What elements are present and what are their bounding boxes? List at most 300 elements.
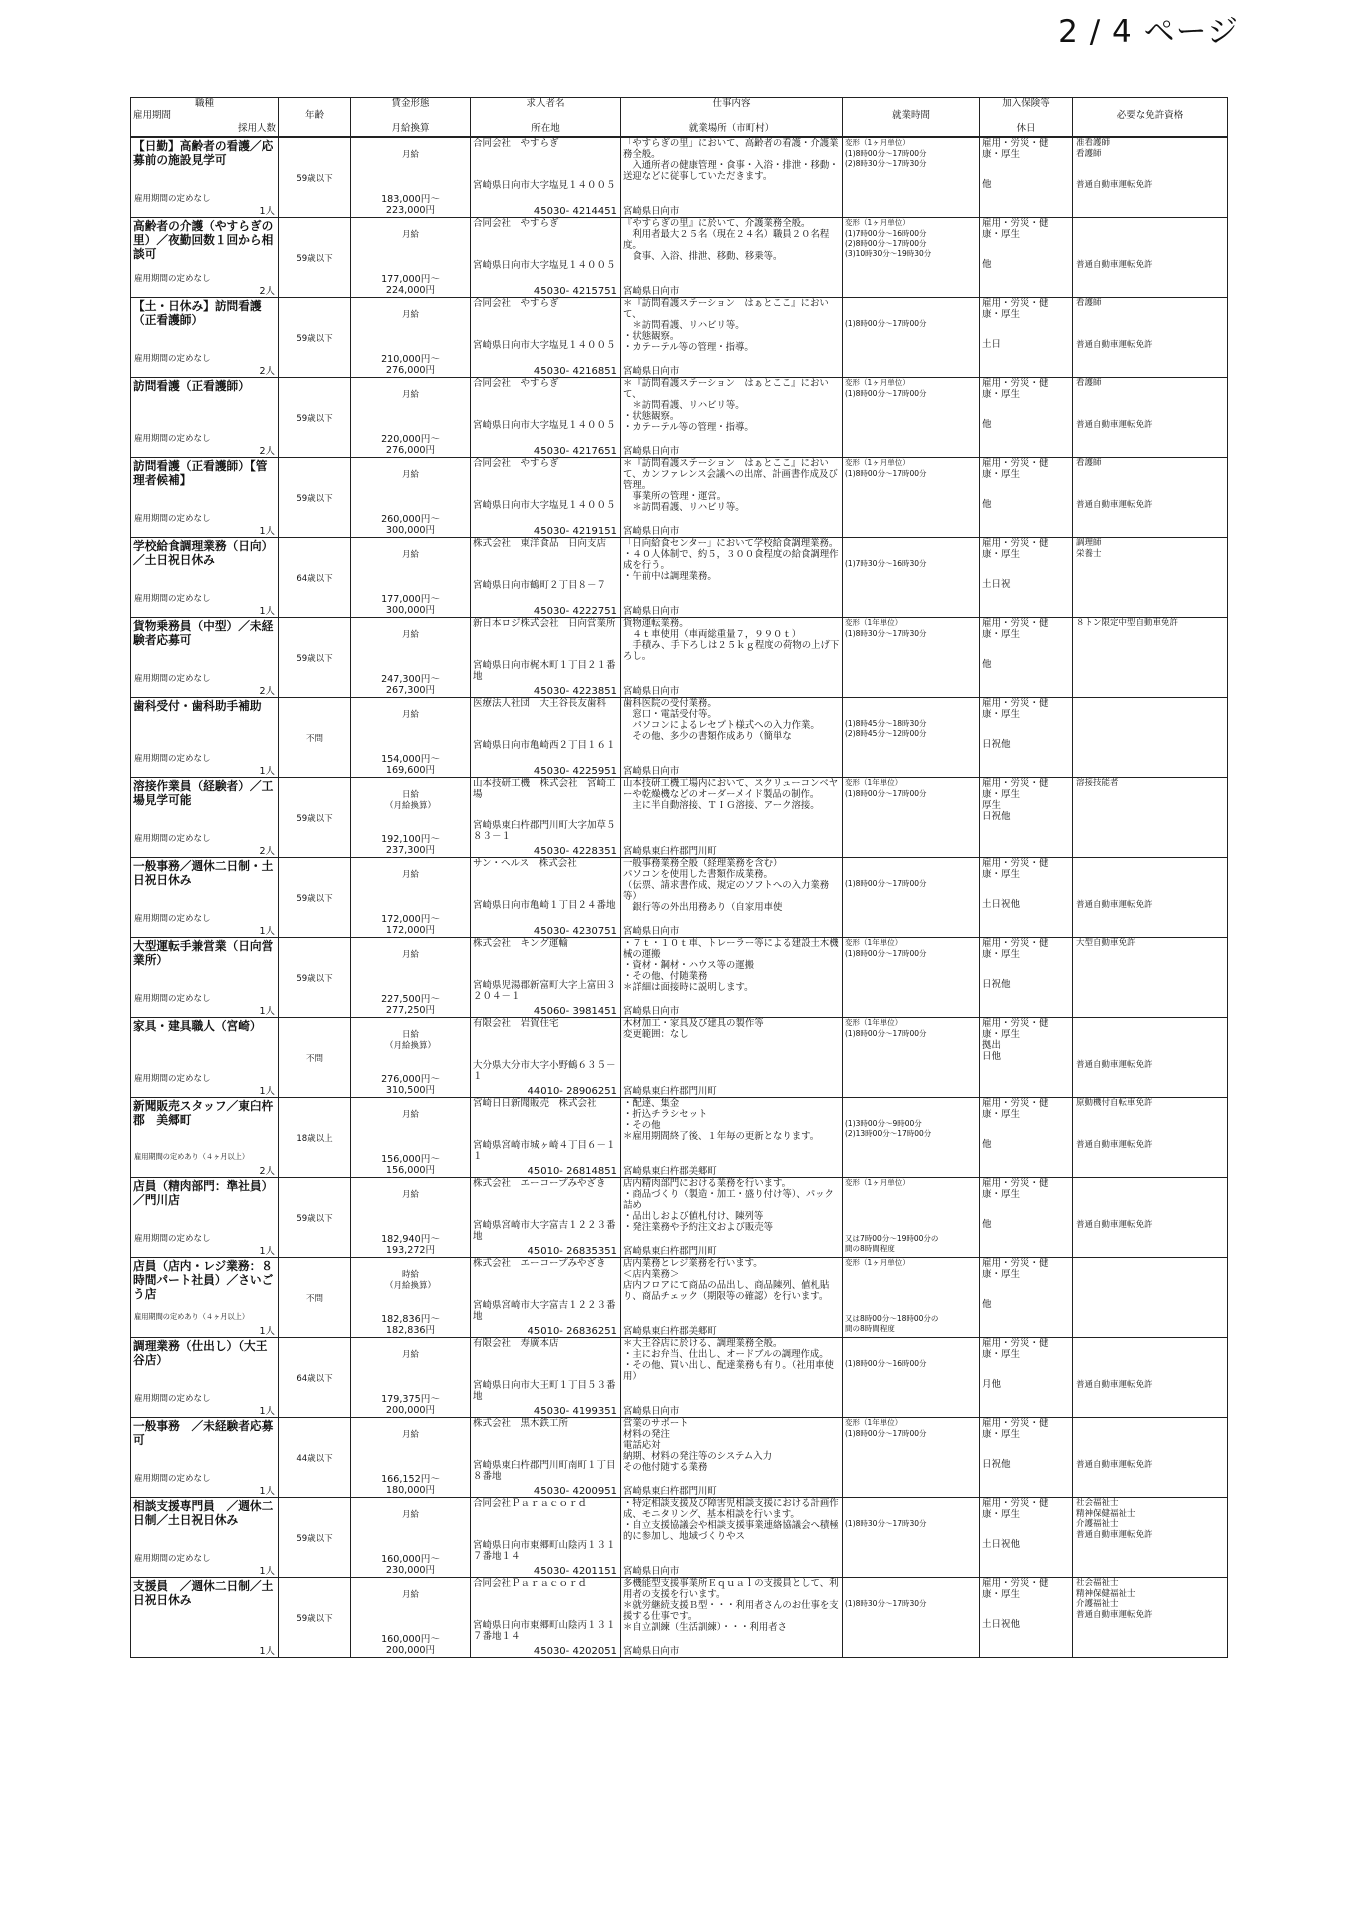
- shift-times: (1)8時30分～17時30分: [845, 629, 927, 638]
- work-description: ＊『訪問看護ステーション はぁとここ』において、カンファレンス会議への出席、計画書作成及び管理。 事業所の管理・運営。 ＊訪問看護、リハビリ等。: [623, 458, 838, 513]
- wage-type: 日給 （月給換算）: [384, 790, 436, 811]
- employer-address: 宮崎県日向市大字塩見１４００５: [473, 260, 616, 271]
- age-limit: 59歳以下: [296, 973, 333, 984]
- wage-type: 月給: [401, 1430, 419, 1440]
- wage-cell: [351, 1098, 471, 1178]
- header-period-label: 雇用期間: [133, 110, 172, 121]
- shift-note: 又は8時00分～18時00分の 間の8時間程度: [845, 1314, 939, 1333]
- header-hires-label: 採用人数: [237, 123, 276, 134]
- hours-cell: [843, 618, 980, 698]
- employer-name: 合同会社 やすらぎ: [473, 378, 559, 389]
- hours-cell: [843, 698, 980, 778]
- insurance-cell: [980, 1018, 1073, 1098]
- holidays: 他: [982, 499, 992, 510]
- employer-cell: [471, 1018, 621, 1098]
- job-number: 45030- 4216851: [533, 365, 617, 377]
- wage-cell: [351, 1258, 471, 1338]
- insurance-cell: [980, 1098, 1073, 1178]
- job-cell: [131, 1098, 279, 1178]
- employment-period: 雇用期間の定めなし: [134, 754, 211, 764]
- license-primary: 看護師: [1076, 298, 1102, 308]
- employment-period: 雇用期間の定めなし: [134, 434, 211, 444]
- insurance: 雇用・労災・健 康・厚生: [982, 698, 1049, 720]
- employer-name: 合同会社 やすらぎ: [473, 298, 559, 309]
- employment-period: 雇用期間の定めなし: [134, 514, 211, 524]
- hours-cell: [843, 1498, 980, 1578]
- header-holidays-label: 休日: [1016, 123, 1036, 134]
- insurance-cell: [980, 698, 1073, 778]
- license-cell: [1073, 1578, 1228, 1658]
- employer-cell: [471, 1338, 621, 1418]
- work-place: 宮崎県日向市: [623, 1566, 680, 1577]
- wage-type: 月給: [401, 630, 419, 640]
- license-cell: [1073, 618, 1228, 698]
- work-place: 宮崎県日向市: [623, 686, 680, 697]
- wage-range: 260,000円～ 300,000円: [381, 514, 440, 536]
- work-place: 宮崎県日向市: [623, 1006, 680, 1017]
- wage-range: 220,000円～ 276,000円: [381, 434, 440, 456]
- employer-name: 株式会社 エーコープみやざき: [473, 1178, 606, 1189]
- employer-name: 合同会社Ｐａｒａｃｏｒｄ: [473, 1578, 588, 1589]
- insurance-cell: [980, 1338, 1073, 1418]
- insurance-cell: [980, 858, 1073, 938]
- work-cell: [621, 1578, 843, 1658]
- header-hours-label: 就業時間: [891, 110, 930, 121]
- table-row: [131, 137, 1228, 218]
- job-number: 45030- 4219151: [533, 525, 617, 537]
- employment-period: 雇用期間の定めなし: [134, 274, 211, 284]
- hours-cell: [843, 378, 980, 458]
- employment-period: 雇用期間の定めあり（４ヶ月以上）: [134, 1152, 250, 1161]
- shift-type: 変形（1年単位）: [845, 1418, 903, 1427]
- insurance-cell: [980, 938, 1073, 1018]
- insurance-cell: [980, 1178, 1073, 1258]
- employment-period: 雇用期間の定めあり（４ヶ月以上）: [134, 1312, 250, 1321]
- shift-type: 変形（1年単位）: [845, 1018, 903, 1027]
- employment-period: 雇用期間の定めなし: [134, 1394, 211, 1404]
- age-cell: [279, 1258, 351, 1338]
- insurance: 雇用・労災・健 康・厚生: [982, 458, 1049, 480]
- holidays: 他: [982, 179, 992, 190]
- work-place: 宮崎県日向市: [623, 526, 680, 537]
- employer-cell: [471, 778, 621, 858]
- employer-address: 宮崎県宮崎市大字富吉１２２３番地: [473, 1300, 616, 1323]
- insurance: 雇用・労災・健 康・厚生: [982, 1578, 1049, 1600]
- employer-address: 宮崎県東臼杵郡門川町大字加草５８３－１: [473, 820, 616, 843]
- holidays: 日祝他: [982, 1459, 1011, 1470]
- license-cell: [1073, 298, 1228, 378]
- age-limit: 59歳以下: [296, 1533, 333, 1544]
- job-title: 一般事務 ／未経験者応募可: [133, 1419, 274, 1447]
- license-cell: [1073, 1258, 1228, 1338]
- license-primary: ８トン限定中型自動車免許: [1076, 618, 1179, 628]
- wage-range: 166,152円～ 180,000円: [381, 1474, 440, 1496]
- wage-range: 160,000円～ 200,000円: [381, 1634, 440, 1656]
- wage-cell: [351, 137, 471, 218]
- holidays: 土日祝他: [982, 1619, 1021, 1630]
- insurance: 雇用・労災・健 康・厚生: [982, 218, 1049, 240]
- header-employer: [471, 98, 621, 138]
- holidays: 他: [982, 1139, 992, 1150]
- job-number: 45030- 4199351: [533, 1405, 617, 1417]
- license-cell: [1073, 218, 1228, 298]
- work-description: 営業のサポート 材料の発注 電話応対 納期、材料の発注等のシステム入力 その他付随する業務: [623, 1418, 773, 1473]
- job-number: 45030- 4228351: [533, 845, 617, 857]
- insurance: 雇用・労災・健 康・厚生: [982, 618, 1049, 640]
- work-cell: [621, 137, 843, 218]
- hours-cell: [843, 1258, 980, 1338]
- hires-count: 2人: [259, 446, 275, 457]
- table-row: [131, 858, 1228, 938]
- employer-address: 宮崎県日向市東郷町山陰丙１３１７番地１４: [473, 1620, 616, 1643]
- work-description: ・特定相談支援及び障害児相談支援における計画作成、モニタリング、基本相談を行います。 ・自立支援協議会や相談支援事業連絡協議会へ積極的に参加し、地域づくりやス: [623, 1498, 839, 1542]
- hours-cell: [843, 858, 980, 938]
- work-description: 多機能型支援事業所Ｅｑｕａｌの支援員として、利用者の支援を行います。 ＊就労継続支援Ｂ型・・・利用者さんのお仕事を支援する仕事です。 ＊自立訓練（生活訓練）・・・利用者さ: [623, 1578, 839, 1633]
- license-cell: [1073, 458, 1228, 538]
- insurance: 雇用・労災・健 康・厚生: [982, 138, 1049, 160]
- holidays: 他: [982, 1299, 992, 1310]
- job-title: 相談支援専門員 ／週休二日制／土日祝日休み: [133, 1499, 274, 1527]
- hires-count: 1人: [259, 926, 275, 937]
- table-row: [131, 1178, 1228, 1258]
- job-cell: [131, 298, 279, 378]
- license-secondary: 普通自動車運転免許: [1076, 900, 1153, 910]
- age-limit: 59歳以下: [296, 253, 333, 264]
- employer-address: 宮崎県児湯郡新富町大字上富田３２０４－１: [473, 980, 616, 1003]
- insurance: 雇用・労災・健 康・厚生: [982, 1498, 1049, 1520]
- employer-address: 宮崎県日向市大王町１丁目５３番地: [473, 1380, 616, 1403]
- job-number: 45030- 4201151: [533, 1565, 617, 1577]
- insurance: 雇用・労災・健 康・厚生: [982, 298, 1049, 320]
- job-title: 新聞販売スタッフ／東臼杵郡 美郷町: [133, 1099, 274, 1127]
- holidays: 日祝他: [982, 739, 1011, 750]
- job-title: 家具・建具職人（宮崎）: [133, 1019, 262, 1033]
- employment-period: 雇用期間の定めなし: [134, 194, 211, 204]
- table-row: [131, 1578, 1228, 1658]
- insurance: 雇用・労災・健 康・厚生: [982, 858, 1049, 880]
- age-cell: [279, 378, 351, 458]
- header-wage: [351, 98, 471, 138]
- employer-cell: [471, 298, 621, 378]
- job-title: 溶接作業員（経験者）／工場見学可能: [133, 779, 274, 807]
- wage-range: 182,836円～ 182,836円: [381, 1314, 440, 1336]
- job-title: 【土・日休み】訪問看護（正看護師）: [133, 299, 262, 327]
- work-cell: [621, 778, 843, 858]
- holidays: 日祝他: [982, 979, 1011, 990]
- job-number: 45030- 4202051: [533, 1645, 617, 1657]
- wage-type: 月給: [401, 1350, 419, 1360]
- employer-address: 宮崎県日向市東郷町山陰丙１３１７番地１４: [473, 1540, 616, 1563]
- insurance: 雇用・労災・健 康・厚生: [982, 1178, 1049, 1200]
- work-place: 宮崎県東臼杵郡門川町: [623, 846, 717, 857]
- age-limit: 不問: [305, 1293, 323, 1304]
- holidays: 土日祝他: [982, 899, 1021, 910]
- job-number: 45010- 26835351: [527, 1245, 617, 1257]
- job-title: 訪問看護（正看護師）【管理者候補】: [133, 459, 268, 487]
- holidays: 他: [982, 659, 992, 670]
- employer-cell: [471, 698, 621, 778]
- wage-type: 月給: [401, 1190, 419, 1200]
- work-description: ＊『訪問看護ステーション はぁとここ』において、 ＊訪問看護、リハビリ等。 ・状態観察。 ・カテーテル等の管理・指導。: [623, 378, 829, 433]
- employer-address: 宮崎県日向市亀崎１丁目２４番地: [473, 900, 616, 911]
- license-cell: [1073, 938, 1228, 1018]
- insurance: 雇用・労災・健 康・厚生 拠出 日他: [982, 1018, 1049, 1062]
- employment-period: 雇用期間の定めなし: [134, 674, 211, 684]
- employer-cell: [471, 1578, 621, 1658]
- insurance-cell: [980, 378, 1073, 458]
- table-row: [131, 618, 1228, 698]
- age-limit: 不問: [305, 1053, 323, 1064]
- work-cell: [621, 1338, 843, 1418]
- wage-cell: [351, 1178, 471, 1258]
- job-cell: [131, 378, 279, 458]
- shift-times: (1)8時00分～16時00分: [845, 1359, 927, 1368]
- wage-type: 月給: [401, 1590, 419, 1600]
- insurance-cell: [980, 298, 1073, 378]
- age-limit: 59歳以下: [296, 653, 333, 664]
- hours-cell: [843, 938, 980, 1018]
- work-cell: [621, 938, 843, 1018]
- work-description: ・７ｔ・１０ｔ車、トレーラー等による建設土木機械の運搬 ・資材・鋼材・ハウス等の運搬 ・その他、付随業務 ＊詳細は面接時に説明します。: [623, 938, 839, 993]
- age-cell: [279, 458, 351, 538]
- shift-note: 又は7時00分～19時00分の 間の8時間程度: [845, 1234, 939, 1253]
- wage-range: 172,000円～ 172,000円: [381, 914, 440, 936]
- header-age: [279, 98, 351, 138]
- job-number: 45030- 4225951: [533, 765, 617, 777]
- license-cell: [1073, 778, 1228, 858]
- age-cell: [279, 298, 351, 378]
- hires-count: 1人: [259, 1566, 275, 1577]
- job-cell: [131, 1178, 279, 1258]
- hires-count: 1人: [259, 1086, 275, 1097]
- hours-cell: [843, 1338, 980, 1418]
- insurance: 雇用・労災・健 康・厚生 厚生 日祝他: [982, 778, 1049, 822]
- age-limit: 59歳以下: [296, 1613, 333, 1624]
- hires-count: 1人: [259, 1246, 275, 1257]
- hires-count: 2人: [259, 686, 275, 697]
- age-cell: [279, 698, 351, 778]
- hires-count: 1人: [259, 206, 275, 217]
- job-title: 調理業務（仕出し）（大王谷店）: [133, 1339, 268, 1367]
- work-cell: [621, 1018, 843, 1098]
- license-secondary: 普通自動車運転免許: [1076, 260, 1153, 270]
- shift-times: (1)8時00分～17時00分 (2)8時30分～17時30分: [845, 149, 927, 168]
- license-cell: [1073, 1178, 1228, 1258]
- wage-range: 210,000円～ 276,000円: [381, 354, 440, 376]
- job-title: 店員（精肉部門：準社員）／門川店: [133, 1179, 274, 1207]
- employer-name: 株式会社 エーコープみやざき: [473, 1258, 606, 1269]
- wage-type: 月給: [401, 550, 419, 560]
- header-licenses: [1073, 98, 1228, 138]
- insurance-cell: [980, 618, 1073, 698]
- work-place: 宮崎県東臼杵郡美郷町: [623, 1326, 717, 1337]
- license-secondary: 普通自動車運転免許: [1076, 1380, 1153, 1390]
- insurance-cell: [980, 538, 1073, 618]
- license-primary: 社会福祉士 精神保健福祉士 介護福祉士 普通自動車運転免許: [1076, 1578, 1153, 1620]
- work-cell: [621, 378, 843, 458]
- job-number: 45030- 4214451: [533, 205, 617, 217]
- work-cell: [621, 538, 843, 618]
- employer-address: 宮崎県日向市大字塩見１４００５: [473, 180, 616, 191]
- age-limit: 59歳以下: [296, 493, 333, 504]
- license-primary: 准看護師 看護師: [1076, 138, 1111, 159]
- work-description: 一般事務業務全般（経理業務を含む） パソコンを使用した書類作成業務。 （伝票、請求書作成、規定のソフトへの入力業務等） 銀行等の外出用務あり（自家用車使: [623, 858, 830, 913]
- age-limit: 64歳以下: [296, 573, 333, 584]
- hires-count: 2人: [259, 366, 275, 377]
- license-secondary: 普通自動車運転免許: [1076, 1460, 1153, 1470]
- table-row: [131, 1338, 1228, 1418]
- employment-period: 雇用期間の定めなし: [134, 594, 211, 604]
- employer-address: 宮崎県日向市大字塩見１４００５: [473, 500, 616, 511]
- wage-cell: [351, 1498, 471, 1578]
- header-employer-label: 求人者名: [526, 98, 565, 109]
- work-place: 宮崎県日向市: [623, 206, 680, 217]
- employer-cell: [471, 218, 621, 298]
- insurance-cell: [980, 1418, 1073, 1498]
- employer-name: 合同会社 やすらぎ: [473, 458, 559, 469]
- work-cell: [621, 1498, 843, 1578]
- wage-cell: [351, 858, 471, 938]
- job-title: 店員（店内・レジ業務：８時間パート社員）／さいごう店: [133, 1259, 274, 1301]
- age-limit: 18歳以上: [296, 1133, 333, 1144]
- insurance-cell: [980, 1498, 1073, 1578]
- wage-cell: [351, 218, 471, 298]
- employment-period: 雇用期間の定めなし: [134, 914, 211, 924]
- license-cell: [1073, 1418, 1228, 1498]
- license-cell: [1073, 858, 1228, 938]
- license-secondary: 普通自動車運転免許: [1076, 180, 1153, 190]
- table-row: [131, 1098, 1228, 1178]
- work-cell: [621, 618, 843, 698]
- shift-times: (1)8時45分～18時30分 (2)8時45分～12時00分: [845, 719, 927, 738]
- license-primary: 原動機付自転車免許: [1076, 1098, 1153, 1108]
- job-title: 高齢者の介護（やすらぎの里）／夜勤回数１回から相談可: [133, 219, 274, 261]
- wage-cell: [351, 458, 471, 538]
- age-limit: 59歳以下: [296, 413, 333, 424]
- header-insurance-label: 加入保険等: [1002, 98, 1050, 109]
- employer-address: 宮崎県宮崎市大字富吉１２２３番地: [473, 1220, 616, 1243]
- holidays: 土日: [982, 339, 1002, 350]
- employer-cell: [471, 458, 621, 538]
- job-number: 45030- 4223851: [533, 685, 617, 697]
- wage-range: 276,000円～ 310,500円: [381, 1074, 440, 1096]
- insurance: 雇用・労災・健 康・厚生: [982, 538, 1049, 560]
- license-cell: [1073, 1098, 1228, 1178]
- insurance: 雇用・労災・健 康・厚生: [982, 1258, 1049, 1280]
- hires-count: 2人: [259, 1166, 275, 1177]
- job-cell: [131, 938, 279, 1018]
- age-limit: 59歳以下: [296, 333, 333, 344]
- hours-cell: [843, 1098, 980, 1178]
- wage-type: 月給: [401, 870, 419, 880]
- wage-type: 月給: [401, 710, 419, 720]
- age-cell: [279, 858, 351, 938]
- employer-name: 有限会社 岩賀住宅: [473, 1018, 559, 1029]
- shift-times: (1)8時00分～17時00分: [845, 1029, 927, 1038]
- age-cell: [279, 538, 351, 618]
- job-cell: [131, 538, 279, 618]
- shift-type: 変形（1年単位）: [845, 938, 903, 947]
- employer-name: 株式会社 キング運輸: [473, 938, 568, 949]
- job-cell: [131, 1018, 279, 1098]
- shift-type: 変形（1ヶ月単位）: [845, 378, 910, 387]
- wage-type: 月給: [401, 1110, 419, 1120]
- holidays: 土日祝他: [982, 1539, 1021, 1550]
- shift-times: (1)7時30分～16時30分: [845, 559, 927, 568]
- header-wage-monthly-label: 月給換算: [391, 123, 430, 134]
- employer-address: 宮崎県日向市亀崎西２丁目１６１: [473, 740, 616, 751]
- work-place: 宮崎県日向市: [623, 1406, 680, 1417]
- employer-cell: [471, 938, 621, 1018]
- work-description: 店内業務とレジ業務を行います。 ＜店内業務＞ 店内フロアにて商品の品出し、商品陳列、値札貼り、商品チェック（期限等の確認）を行います。: [623, 1258, 830, 1302]
- shift-type: 変形（1年単位）: [845, 618, 903, 627]
- job-cell: [131, 858, 279, 938]
- table-row: [131, 458, 1228, 538]
- wage-cell: [351, 938, 471, 1018]
- wage-type: 日給 （月給換算）: [384, 1030, 436, 1051]
- hires-count: 2人: [259, 286, 275, 297]
- wage-range: 183,000円～ 223,000円: [381, 194, 440, 216]
- employer-name: 合同会社 やすらぎ: [473, 218, 559, 229]
- wage-type: 月給: [401, 390, 419, 400]
- wage-range: 160,000円～ 230,000円: [381, 1554, 440, 1576]
- age-cell: [279, 218, 351, 298]
- hires-count: 1人: [259, 606, 275, 617]
- job-number: 45030- 4222751: [533, 605, 617, 617]
- hires-count: 1人: [259, 1006, 275, 1017]
- age-cell: [279, 1018, 351, 1098]
- license-cell: [1073, 538, 1228, 618]
- employer-name: 合同会社Ｐａｒａｃｏｒｄ: [473, 1498, 588, 1509]
- job-cell: [131, 458, 279, 538]
- shift-times: (1)8時00分～17時00分: [845, 949, 927, 958]
- work-description: 店内精肉部門における業務を行います。 ・商品づくり（製造・加工・盛り付け等）、パック詰め ・品出しおよび値札付け、陳列等 ・発注業務や予約注文および販売等: [623, 1178, 834, 1233]
- license-secondary: 普通自動車運転免許: [1076, 500, 1153, 510]
- license-cell: [1073, 1338, 1228, 1418]
- hires-count: 1人: [259, 1486, 275, 1497]
- work-place: 宮崎県日向市: [623, 606, 680, 617]
- shift-times: (1)8時00分～17時00分: [845, 1429, 927, 1438]
- work-place: 宮崎県日向市: [623, 766, 680, 777]
- hires-count: 1人: [259, 1646, 275, 1657]
- employment-period: 雇用期間の定めなし: [134, 1474, 211, 1484]
- wage-type: 月給: [401, 1510, 419, 1520]
- employer-address: 宮崎県日向市大字塩見１４００５: [473, 340, 616, 351]
- age-cell: [279, 618, 351, 698]
- job-cell: [131, 137, 279, 218]
- employer-cell: [471, 1098, 621, 1178]
- header-work: [621, 98, 843, 138]
- wage-type: 月給: [401, 310, 419, 320]
- age-cell: [279, 1498, 351, 1578]
- employer-address: 宮崎県東臼杵郡門川町南町１丁目８番地: [473, 1460, 616, 1483]
- work-description: 木材加工・家具及び建具の製作等 変更範囲：なし: [623, 1018, 764, 1040]
- table-row: [131, 778, 1228, 858]
- header-job-title-label: 職種: [194, 98, 214, 109]
- license-cell: [1073, 378, 1228, 458]
- employment-period: 雇用期間の定めなし: [134, 1234, 211, 1244]
- employer-name: 山本技研工機 株式会社 宮崎工場: [473, 778, 616, 801]
- age-limit: 不問: [305, 733, 323, 744]
- license-primary: 溶接技能者: [1076, 778, 1119, 788]
- holidays: 他: [982, 1219, 992, 1230]
- license-secondary: 普通自動車運転免許: [1076, 1060, 1153, 1070]
- license-secondary: 普通自動車運転免許: [1076, 1220, 1153, 1230]
- work-place: 宮崎県日向市: [623, 286, 680, 297]
- work-place: 宮崎県日向市: [623, 446, 680, 457]
- wage-cell: [351, 1338, 471, 1418]
- work-cell: [621, 1178, 843, 1258]
